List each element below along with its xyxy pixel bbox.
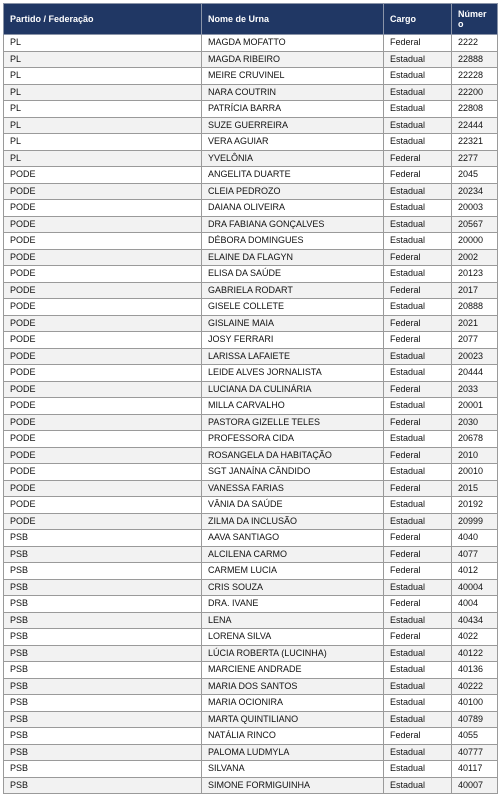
table-row — [4, 348, 498, 365]
cell-ballot-name: PASTORA GIZELLE TELES — [202, 414, 384, 431]
cell-office: Estadual — [384, 233, 452, 250]
cell-office: Federal — [384, 530, 452, 547]
cell-office: Estadual — [384, 761, 452, 778]
cell-ballot-name: VANESSA FARIAS — [202, 480, 384, 497]
cell-party: PODE — [4, 464, 202, 481]
cell-party: PODE — [4, 348, 202, 365]
cell-office: Estadual — [384, 365, 452, 382]
cell-ballot-name: MARIA OCIONIRA — [202, 695, 384, 712]
cell-office: Estadual — [384, 497, 452, 514]
cell-number: 20003 — [452, 200, 498, 217]
cell-number: 20001 — [452, 398, 498, 415]
cell-office: Estadual — [384, 216, 452, 233]
cell-office: Estadual — [384, 299, 452, 316]
cell-office: Federal — [384, 35, 452, 52]
cell-number: 20192 — [452, 497, 498, 514]
cell-ballot-name: LARISSA LAFAIETE — [202, 348, 384, 365]
table-row — [4, 728, 498, 745]
cell-office: Estadual — [384, 579, 452, 596]
table-row — [4, 183, 498, 200]
cell-number: 22228 — [452, 68, 498, 85]
cell-office: Estadual — [384, 134, 452, 151]
table-row — [4, 497, 498, 514]
cell-office: Estadual — [384, 612, 452, 629]
table-row — [4, 695, 498, 712]
cell-number: 2045 — [452, 167, 498, 184]
table-row — [4, 68, 498, 85]
cell-ballot-name: CRIS SOUZA — [202, 579, 384, 596]
cell-office: Estadual — [384, 645, 452, 662]
cell-number: 20000 — [452, 233, 498, 250]
cell-ballot-name: ELAINE DA FLAGYN — [202, 249, 384, 266]
cell-party: PODE — [4, 249, 202, 266]
table-row — [4, 662, 498, 679]
table-row — [4, 480, 498, 497]
candidates-table — [3, 3, 498, 794]
table-row — [4, 761, 498, 778]
cell-number: 2077 — [452, 332, 498, 349]
cell-party: PODE — [4, 282, 202, 299]
table-row — [4, 365, 498, 382]
table-row — [4, 84, 498, 101]
cell-number: 22200 — [452, 84, 498, 101]
table-row — [4, 563, 498, 580]
table-row — [4, 579, 498, 596]
cell-ballot-name: JOSY FERRARI — [202, 332, 384, 349]
cell-party: PL — [4, 84, 202, 101]
cell-ballot-name: SILVANA — [202, 761, 384, 778]
cell-office: Estadual — [384, 464, 452, 481]
cell-office: Federal — [384, 414, 452, 431]
cell-office: Estadual — [384, 662, 452, 679]
cell-number: 2015 — [452, 480, 498, 497]
cell-office: Federal — [384, 315, 452, 332]
cell-office: Estadual — [384, 744, 452, 761]
cell-ballot-name: MAGDA MOFATTO — [202, 35, 384, 52]
table-header — [4, 4, 498, 35]
cell-number: 2033 — [452, 381, 498, 398]
cell-ballot-name: GABRIELA RODART — [202, 282, 384, 299]
cell-ballot-name: ALCILENA CARMO — [202, 546, 384, 563]
cell-party: PL — [4, 101, 202, 118]
cell-ballot-name: LENA — [202, 612, 384, 629]
cell-number: 2002 — [452, 249, 498, 266]
cell-party: PSB — [4, 744, 202, 761]
table-row — [4, 464, 498, 481]
cell-ballot-name: PATRÍCIA BARRA — [202, 101, 384, 118]
table-row — [4, 777, 498, 794]
table-row — [4, 711, 498, 728]
cell-office: Estadual — [384, 183, 452, 200]
cell-number: 40777 — [452, 744, 498, 761]
cell-number: 4022 — [452, 629, 498, 646]
cell-number: 20444 — [452, 365, 498, 382]
table-row — [4, 167, 498, 184]
cell-ballot-name: DRA. IVANE — [202, 596, 384, 613]
cell-party: PL — [4, 35, 202, 52]
cell-office: Estadual — [384, 777, 452, 794]
cell-ballot-name: GISELE COLLETE — [202, 299, 384, 316]
cell-party: PL — [4, 68, 202, 85]
cell-office: Estadual — [384, 678, 452, 695]
cell-ballot-name: PALOMA LUDMYLA — [202, 744, 384, 761]
cell-office: Estadual — [384, 117, 452, 134]
cell-ballot-name: ZILMA DA INCLUSÃO — [202, 513, 384, 530]
cell-ballot-name: CLEIA PEDROZO — [202, 183, 384, 200]
cell-number: 4040 — [452, 530, 498, 547]
cell-number: 20234 — [452, 183, 498, 200]
cell-party: PODE — [4, 233, 202, 250]
cell-party: PODE — [4, 299, 202, 316]
cell-ballot-name: MARTA QUINTILIANO — [202, 711, 384, 728]
cell-party: PODE — [4, 183, 202, 200]
cell-number: 22321 — [452, 134, 498, 151]
cell-ballot-name: NATÁLIA RINCO — [202, 728, 384, 745]
table-row — [4, 431, 498, 448]
header-office: Cargo — [384, 4, 452, 35]
cell-party: PL — [4, 150, 202, 167]
table-row — [4, 530, 498, 547]
table-row — [4, 299, 498, 316]
cell-number: 2021 — [452, 315, 498, 332]
cell-number: 40122 — [452, 645, 498, 662]
cell-party: PSB — [4, 596, 202, 613]
cell-office: Estadual — [384, 695, 452, 712]
cell-number: 2222 — [452, 35, 498, 52]
cell-office: Estadual — [384, 513, 452, 530]
cell-party: PSB — [4, 629, 202, 646]
cell-number: 40100 — [452, 695, 498, 712]
cell-ballot-name: ANGELITA DUARTE — [202, 167, 384, 184]
cell-office: Federal — [384, 381, 452, 398]
cell-office: Estadual — [384, 51, 452, 68]
cell-ballot-name: VERA AGUIAR — [202, 134, 384, 151]
cell-party: PSB — [4, 695, 202, 712]
cell-office: Federal — [384, 546, 452, 563]
cell-ballot-name: MEIRE CRUVINEL — [202, 68, 384, 85]
cell-number: 40117 — [452, 761, 498, 778]
cell-office: Federal — [384, 480, 452, 497]
cell-ballot-name: AAVA SANTIAGO — [202, 530, 384, 547]
cell-ballot-name: MARCIENE ANDRADE — [202, 662, 384, 679]
cell-party: PODE — [4, 447, 202, 464]
cell-party: PODE — [4, 431, 202, 448]
cell-party: PSB — [4, 662, 202, 679]
cell-ballot-name: GISLAINE MAIA — [202, 315, 384, 332]
table-row — [4, 117, 498, 134]
table-row — [4, 200, 498, 217]
table-row — [4, 150, 498, 167]
cell-party: PODE — [4, 398, 202, 415]
cell-party: PSB — [4, 563, 202, 580]
cell-number: 40004 — [452, 579, 498, 596]
table-body — [4, 35, 498, 794]
cell-party: PL — [4, 117, 202, 134]
cell-office: Federal — [384, 447, 452, 464]
table-row — [4, 332, 498, 349]
cell-office: Estadual — [384, 200, 452, 217]
cell-ballot-name: LUCIANA DA CULINÁRIA — [202, 381, 384, 398]
table-row — [4, 678, 498, 695]
cell-ballot-name: LEIDE ALVES JORNALISTA — [202, 365, 384, 382]
table-row — [4, 398, 498, 415]
cell-party: PODE — [4, 381, 202, 398]
cell-party: PODE — [4, 513, 202, 530]
table-row — [4, 249, 498, 266]
cell-party: PL — [4, 134, 202, 151]
cell-ballot-name: CARMEM LUCIA — [202, 563, 384, 580]
cell-office: Estadual — [384, 266, 452, 283]
table-row — [4, 134, 498, 151]
header-row — [4, 4, 498, 35]
cell-ballot-name: DAIANA OLIVEIRA — [202, 200, 384, 217]
cell-party: PODE — [4, 414, 202, 431]
cell-number: 4012 — [452, 563, 498, 580]
cell-ballot-name: VÂNIA DA SAÚDE — [202, 497, 384, 514]
table-row — [4, 381, 498, 398]
cell-office: Federal — [384, 150, 452, 167]
table-row — [4, 282, 498, 299]
cell-office: Federal — [384, 563, 452, 580]
cell-party: PODE — [4, 200, 202, 217]
cell-office: Estadual — [384, 431, 452, 448]
cell-ballot-name: YVELÔNIA — [202, 150, 384, 167]
table-row — [4, 744, 498, 761]
cell-party: PODE — [4, 480, 202, 497]
table-row — [4, 51, 498, 68]
table-row — [4, 35, 498, 52]
cell-office: Estadual — [384, 398, 452, 415]
table-row — [4, 629, 498, 646]
table-row — [4, 101, 498, 118]
table-row — [4, 447, 498, 464]
cell-ballot-name: DÉBORA DOMINGUES — [202, 233, 384, 250]
cell-ballot-name: SGT JANAÍNA CÂNDIDO — [202, 464, 384, 481]
cell-number: 22444 — [452, 117, 498, 134]
cell-party: PODE — [4, 315, 202, 332]
table-row — [4, 546, 498, 563]
cell-party: PODE — [4, 332, 202, 349]
cell-party: PSB — [4, 711, 202, 728]
cell-number: 2017 — [452, 282, 498, 299]
header-number: Númer o — [452, 4, 498, 35]
cell-ballot-name: DRA FABIANA GONÇALVES — [202, 216, 384, 233]
table-row — [4, 612, 498, 629]
cell-party: PSB — [4, 530, 202, 547]
table-row — [4, 315, 498, 332]
cell-ballot-name: ELISA DA SAÚDE — [202, 266, 384, 283]
cell-office: Federal — [384, 629, 452, 646]
cell-ballot-name: MAGDA RIBEIRO — [202, 51, 384, 68]
cell-ballot-name: NARA COUTRIN — [202, 84, 384, 101]
cell-office: Federal — [384, 282, 452, 299]
cell-number: 20010 — [452, 464, 498, 481]
cell-number: 20123 — [452, 266, 498, 283]
cell-office: Estadual — [384, 711, 452, 728]
cell-office: Federal — [384, 249, 452, 266]
cell-number: 40007 — [452, 777, 498, 794]
table-row — [4, 513, 498, 530]
cell-ballot-name: ROSANGELA DA HABITAÇÃO — [202, 447, 384, 464]
cell-party: PSB — [4, 612, 202, 629]
cell-party: PODE — [4, 216, 202, 233]
table-row — [4, 596, 498, 613]
cell-party: PSB — [4, 761, 202, 778]
cell-party: PODE — [4, 167, 202, 184]
table-row — [4, 645, 498, 662]
cell-number: 20567 — [452, 216, 498, 233]
cell-number: 20023 — [452, 348, 498, 365]
cell-party: PODE — [4, 365, 202, 382]
cell-ballot-name: PROFESSORA CIDA — [202, 431, 384, 448]
table-row — [4, 414, 498, 431]
cell-number: 4004 — [452, 596, 498, 613]
cell-number: 22808 — [452, 101, 498, 118]
cell-number: 22888 — [452, 51, 498, 68]
table-row — [4, 266, 498, 283]
cell-party: PL — [4, 51, 202, 68]
cell-office: Estadual — [384, 348, 452, 365]
cell-party: PSB — [4, 777, 202, 794]
cell-ballot-name: SUZE GUERREIRA — [202, 117, 384, 134]
cell-number: 20888 — [452, 299, 498, 316]
cell-number: 4055 — [452, 728, 498, 745]
cell-office: Federal — [384, 332, 452, 349]
cell-office: Federal — [384, 167, 452, 184]
cell-office: Federal — [384, 728, 452, 745]
header-ballot-name: Nome de Urna — [202, 4, 384, 35]
header-party: Partido / Federação — [4, 4, 202, 35]
cell-ballot-name: SIMONE FORMIGUINHA — [202, 777, 384, 794]
cell-ballot-name: MARIA DOS SANTOS — [202, 678, 384, 695]
cell-party: PSB — [4, 579, 202, 596]
cell-number: 40222 — [452, 678, 498, 695]
cell-office: Estadual — [384, 84, 452, 101]
cell-ballot-name: LORENA SILVA — [202, 629, 384, 646]
cell-number: 40789 — [452, 711, 498, 728]
cell-ballot-name: MILLA CARVALHO — [202, 398, 384, 415]
cell-number: 20678 — [452, 431, 498, 448]
table-row — [4, 216, 498, 233]
cell-party: PSB — [4, 728, 202, 745]
cell-party: PSB — [4, 546, 202, 563]
cell-party: PODE — [4, 497, 202, 514]
cell-party: PSB — [4, 678, 202, 695]
cell-number: 4077 — [452, 546, 498, 563]
cell-number: 2010 — [452, 447, 498, 464]
cell-number: 2030 — [452, 414, 498, 431]
cell-office: Estadual — [384, 68, 452, 85]
cell-office: Estadual — [384, 101, 452, 118]
candidates-table-container — [3, 3, 497, 794]
cell-number: 40136 — [452, 662, 498, 679]
table-row — [4, 233, 498, 250]
cell-party: PSB — [4, 645, 202, 662]
cell-number: 40434 — [452, 612, 498, 629]
cell-number: 20999 — [452, 513, 498, 530]
cell-party: PODE — [4, 266, 202, 283]
cell-ballot-name: LÚCIA ROBERTA (LUCINHA) — [202, 645, 384, 662]
cell-office: Federal — [384, 596, 452, 613]
cell-number: 2277 — [452, 150, 498, 167]
